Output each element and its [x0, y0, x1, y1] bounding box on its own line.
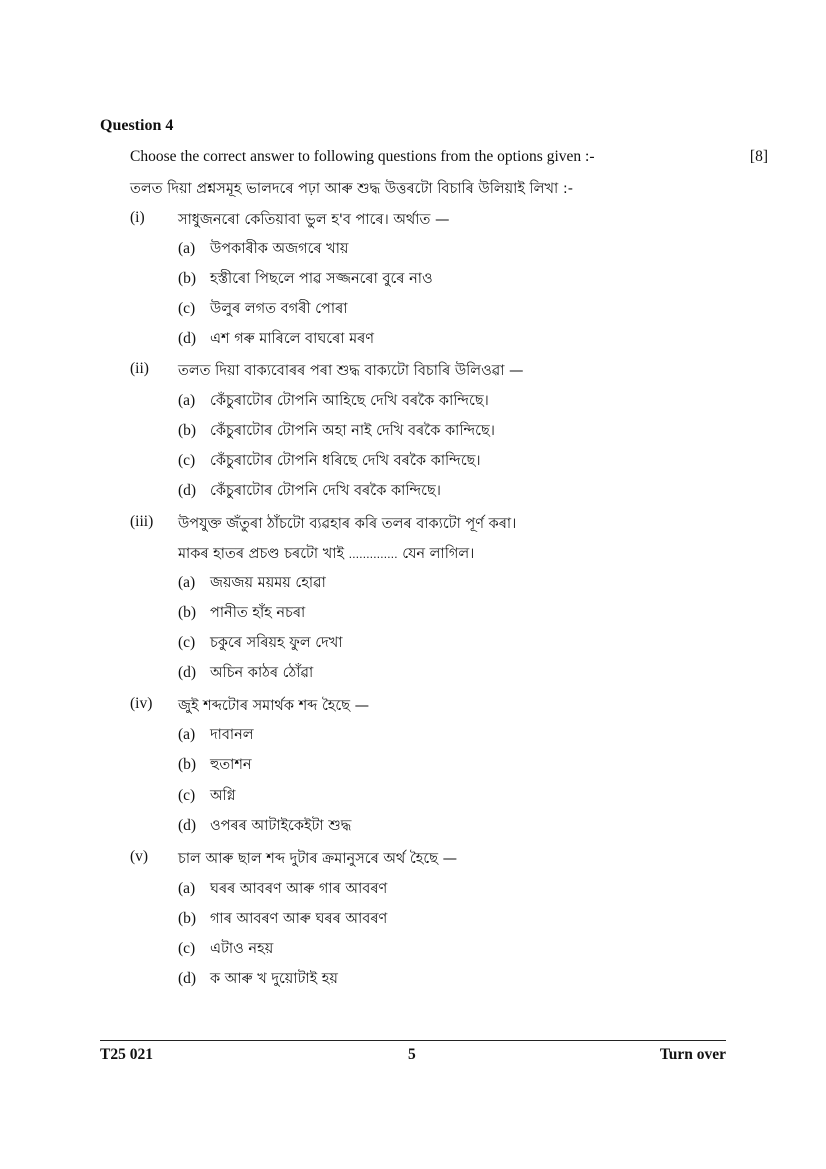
option	[178, 938, 273, 962]
option	[178, 480, 441, 504]
option-label: (b)	[178, 910, 197, 927]
option	[178, 390, 489, 414]
option	[178, 815, 351, 839]
option	[178, 908, 387, 932]
part-number: (v)	[130, 848, 149, 865]
option-text: ওপৰৰ আটাইকেইটা শুদ্ধ	[210, 818, 352, 834]
option-text: এটাও নহয়	[210, 941, 274, 957]
turn-over: Turn over	[659, 1046, 726, 1063]
option-label: (b)	[178, 270, 197, 287]
option-text: অচিন কাঠৰ ঠোঁৱা	[210, 665, 314, 681]
instruction-assamese: তলত দিয়া প্ৰশ্নসমূহ ভালদৰে পঢ়া আৰু শুদ্ধ উত্তৰটো বিচাৰি উলিয়াই লিখা :-	[130, 181, 573, 197]
option-text: দাবানল	[210, 727, 254, 743]
option-text: কেঁচুৰাটোৰ টোপনি দেখি বৰকৈ কান্দিছে।	[210, 483, 441, 499]
option	[178, 450, 481, 474]
option-label: (d)	[178, 482, 197, 499]
option-label: (c)	[178, 452, 196, 469]
option-label: (d)	[178, 664, 197, 681]
option	[178, 754, 252, 778]
option-label: (d)	[178, 817, 197, 834]
option-text: জয়জয় ময়ময় হোৱা	[210, 575, 326, 591]
option	[178, 785, 235, 809]
option-label: (c)	[178, 787, 196, 804]
option	[178, 238, 348, 262]
part-number: (iv)	[130, 695, 153, 712]
question-heading: Question 4	[100, 117, 174, 134]
marks: [8]	[749, 148, 768, 165]
option-text: হস্তীৰো পিছলে পাৱ সজ্জনৰো বুৰে নাও	[210, 271, 433, 287]
sentence-start: মাকৰ হাতৰ প্ৰচণ্ড চৰটো খাই	[178, 546, 345, 562]
option-label: (c)	[178, 940, 196, 957]
option-label: (c)	[178, 300, 196, 317]
option-text: কেঁচুৰাটোৰ টোপনি অহা নাই দেখি বৰকৈ কান্দিছে।	[210, 423, 495, 439]
part-stem: তলত দিয়া বাক্যবোৰৰ পৰা শুদ্ধ বাক্যটো বিচাৰি উলিওৱা —	[178, 363, 524, 379]
option	[178, 298, 347, 322]
option-text: অগ্নি	[210, 788, 236, 804]
option-label: (a)	[178, 880, 196, 897]
option-label: (c)	[178, 634, 196, 651]
part-number: (iii)	[130, 513, 154, 530]
option-text: হুতাশন	[210, 757, 252, 773]
option	[178, 572, 326, 596]
option	[178, 328, 374, 352]
option-text: উলুৰ লগত বগৰী পোৰা	[210, 301, 348, 317]
option-text: ঘৰৰ আবৰণ আৰু গাৰ আবৰণ	[210, 881, 388, 897]
option-text: ক আৰু খ দুয়োটাই হয়	[210, 971, 338, 987]
option	[178, 878, 387, 902]
sentence-blank: ..............	[348, 548, 398, 561]
option-label: (a)	[178, 392, 196, 409]
part-stem: উপযুক্ত জঁতুৰা ঠাঁচটো ব্যৱহাৰ কৰি তলৰ বাক্যটো পূৰ্ণ কৰা।	[178, 516, 517, 532]
option-label: (b)	[178, 422, 197, 439]
option	[178, 968, 338, 992]
option-label: (a)	[178, 240, 196, 257]
option-text: চকুৰে সৰিয়হ ফুল দেখা	[210, 635, 343, 651]
option-text: পানীত হাঁহ নচৰা	[210, 605, 306, 621]
option	[178, 602, 305, 626]
paper-code: T25 021	[100, 1046, 153, 1063]
footer-divider	[100, 1040, 726, 1041]
part-stem: চাল আৰু ছাল শব্দ দুটাৰ ক্ৰমানুসৰে অৰ্থ হৈছে —	[178, 851, 458, 867]
option	[178, 724, 254, 748]
option	[178, 632, 342, 656]
option-label: (d)	[178, 970, 197, 987]
option-text: উপকাৰীক অজগৰে খায়	[210, 241, 349, 257]
part-sentence	[178, 543, 474, 567]
part-stem: সাধুজনৰো কেতিয়াবা ভুল হ'ব পাৰে। অৰ্থাত —	[178, 212, 450, 228]
option-label: (b)	[178, 756, 197, 773]
option-text: গাৰ আবৰণ আৰু ঘৰৰ আবৰণ	[210, 911, 388, 927]
page-number: 5	[408, 1046, 416, 1063]
option-text: কেঁচুৰাটোৰ টোপনি আহিছে দেখি বৰকৈ কান্দিছে।	[210, 393, 489, 409]
part-stem: জুই শব্দটোৰ সমাৰ্থক শব্দ হৈছে —	[178, 698, 370, 714]
option	[178, 420, 495, 444]
option-text: কেঁচুৰাটোৰ টোপনি ধৰিছে দেখি বৰকৈ কান্দিছে।	[210, 453, 481, 469]
option-label: (d)	[178, 330, 197, 347]
part-number: (ii)	[130, 360, 149, 377]
option-label: (a)	[178, 574, 196, 591]
option-text: এশ গৰু মাৰিলে বাঘৰো মৰণ	[210, 331, 375, 347]
sentence-end: যেন লাগিল।	[402, 546, 475, 562]
option-label: (b)	[178, 604, 197, 621]
option-label: (a)	[178, 726, 196, 743]
option	[178, 662, 313, 686]
option	[178, 268, 433, 292]
instruction-english: Choose the correct answer to following questions from the options given :-	[130, 148, 595, 165]
part-number: (i)	[130, 209, 145, 226]
